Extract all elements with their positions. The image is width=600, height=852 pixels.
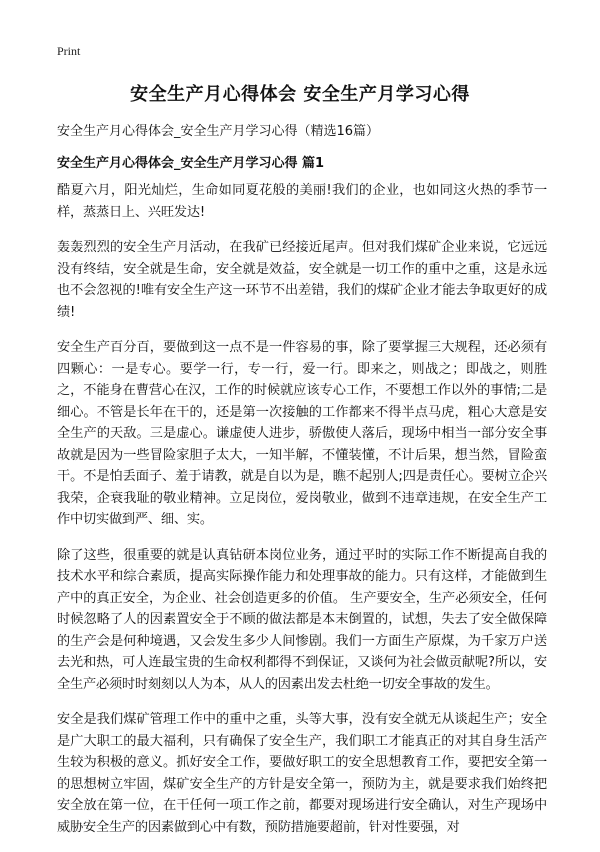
paragraph: 除了这些，很重要的就是认真钻研本岗位业务，通过平时的实际工作不断提高自我的技术水平和综合素质，提高实际操作能力和处理事故的能力。只有这样，才能做到生产中的真正安全，为企业、社会创造更多的价值。 生产要安全，生产必须安全，任何时候忽略了人的因素置安全于不顾的做法都是本末倒置的，试想，失去了安全做保障的生产会是何种境遇，又会发生多少人间惨剧。我们一方面生产原煤，为千家万户送去光和热，可人连最宝贵的生命权利都得不到保证，又谈何为社会做贡献呢?所以，安全生产必须时时刻刻以人为本，从人的因素出发去杜绝一切安全事故的发生。 — [57, 547, 547, 692]
paragraph: 酷夏六月，阳光灿烂，生命如同夏花般的美丽!我们的企业，也如同这火热的季节一样，蒸蒸日上、兴旺发达! — [57, 183, 547, 220]
page-title: 安全生产月心得体会 安全生产月学习心得 — [130, 84, 470, 105]
paragraph: 轰轰烈烈的安全生产月活动，在我矿已经接近尾声。但对我们煤矿企业来说，它远远没有终结，安全就是生命，安全就是效益，安全就是一切工作的重中之重，这是永远也不会忽视的!唯有安全生产这一环节不出差错，我们的煤矿企业才能去争取更好的成绩! — [57, 240, 547, 320]
paragraph: 安全是我们煤矿管理工作中的重中之重，头等大事，没有安全就无从谈起生产；安全是广大职工的最大福利，只有确保了安全生产，我们职工才能真正的对其自身生活产生较为积极的意义。抓好安全工作，要做好职工的安全思想教育工作，要把安全第一的思想树立牢固，煤矿安全生产的方针是安全第一，预防为主，就是要求我们始终把安全放在第一位，在干任何一项工作之前，都要对现场进行安全确认，对生产现场中威胁安全生产的因素做到心中有数，预防措施要超前，针对性要强，对 — [57, 712, 547, 835]
document-subtitle: 安全生产月心得体会_安全生产月学习心得（精选16篇） — [57, 124, 380, 139]
print-link[interactable]: Print — [57, 44, 81, 58]
section-heading: 安全生产月心得体会_安全生产月学习心得 篇1 — [57, 156, 325, 171]
article-body — [57, 180, 547, 852]
paragraph: 安全生产百分百，要做到这一点不是一件容易的事，除了要掌握三大规程，还必须有四颗心：一是专心。要学一行，专一行，爱一行。即来之，则战之；即战之，则胜之，不能身在曹营心在汉，工作的时候就应该专心工作，不要想工作以外的事情;二是细心。不管是长年在干的，还是第一次接触的工作都来不得半点马虎，粗心大意是安全生产的天敌。三是虚心。谦虚使人进步，骄傲使人落后，现场中相当一部分安全事故就是因为一些冒险家胆子太大，一知半解，不懂装懂，不计后果，想当然，冒险蛮干。不是怕丢面子、羞于请教，就是自以为是，瞧不起别人;四是责任心。要树立企兴我荣，企衰我耻的敬业精神。立足岗位，爱岗敬业，做到不违章违规，在安全生产工作中切实做到严、细、实。 — [57, 340, 547, 527]
